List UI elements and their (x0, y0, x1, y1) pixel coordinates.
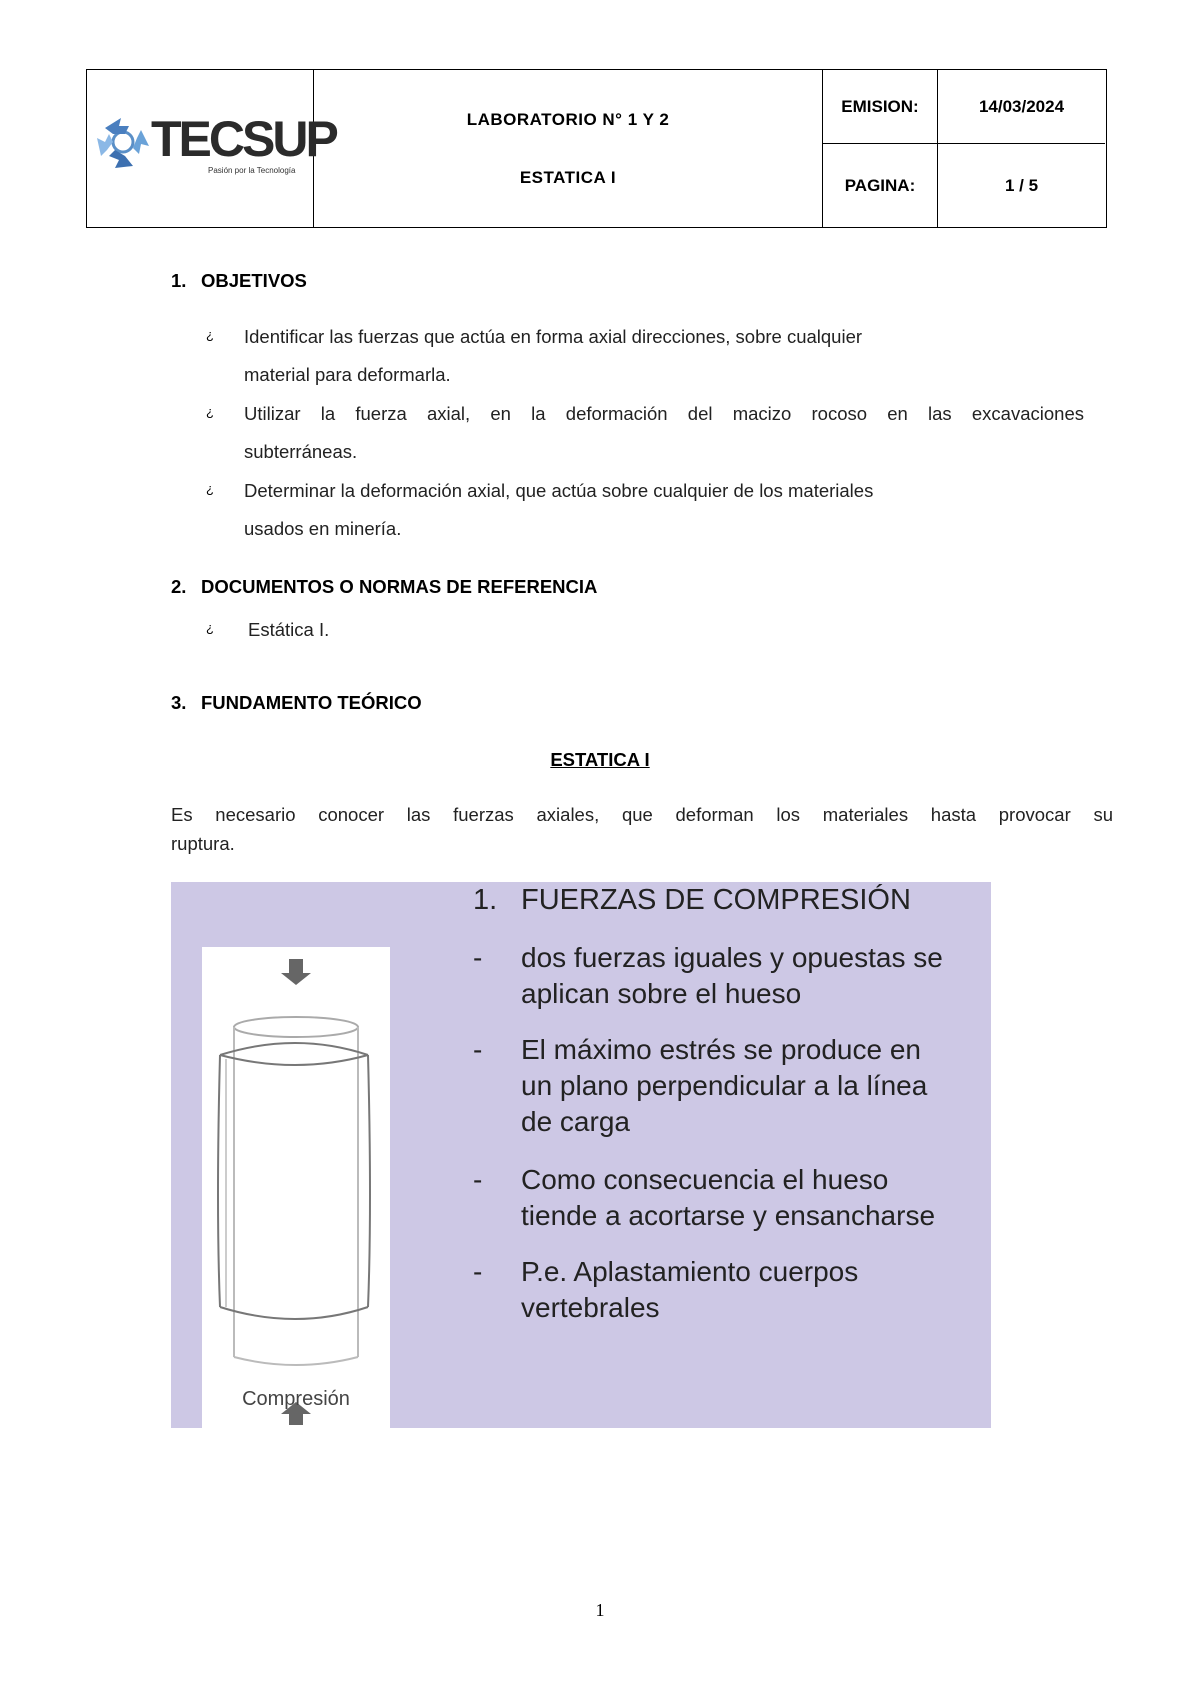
objetivo-line: material para deformarla. (244, 364, 451, 385)
emision-value: 14/03/2024 (978, 96, 1065, 116)
objetivo-item (244, 318, 1084, 394)
objetivo-line: Identificar las fuerzas que actúa en forma axial direcciones, sobre cualquier (244, 326, 863, 347)
bullet-icon: ¿ (206, 404, 214, 419)
slide-bullet-dash: - (473, 1256, 483, 1287)
arrow-down-icon (281, 959, 311, 985)
section-number: 1. (171, 270, 187, 291)
section-title: DOCUMENTOS O NORMAS DE REFERENCIA (201, 576, 598, 597)
slide-bullet-line: aplican sobre el hueso (521, 978, 802, 1009)
page-number: 1 (595, 1600, 605, 1620)
section-title: OBJETIVOS (201, 270, 307, 291)
bullet-icon: ¿ (206, 620, 214, 635)
section-fundamento-heading (171, 692, 422, 714)
slide-heading (473, 884, 911, 917)
pagina-label-cell (823, 144, 938, 227)
paragraph-line: ruptura. (171, 833, 235, 854)
slide-bullet-line: Como consecuencia el hueso (521, 1164, 889, 1195)
slide-bullet-line: un plano perpendicular a la línea (521, 1070, 928, 1101)
slide-number: 1. (473, 884, 498, 916)
objetivo-item (244, 472, 1084, 548)
bullet-icon: ¿ (206, 327, 214, 342)
document-header (86, 69, 1107, 228)
fundamento-paragraph (171, 800, 1113, 858)
section-title: FUNDAMENTO TEÓRICO (201, 692, 422, 713)
slide-bullet-line: P.e. Aplastamiento cuerpos (521, 1256, 859, 1287)
slide-bullet-line: El máximo estrés se produce en (521, 1034, 921, 1065)
title-cell (314, 70, 823, 227)
section-objetivos-heading (171, 270, 307, 292)
objetivo-line: usados en minería. (244, 518, 402, 539)
pagina-value: 1 / 5 (1004, 175, 1039, 195)
fundamento-subtitle (0, 749, 1200, 771)
emision-value-cell (938, 70, 1105, 144)
objetivo-line: Determinar la deformación axial, que actúa sobre cualquier de los materiales (244, 480, 874, 501)
objetivo-line: subterráneas. (244, 441, 358, 462)
referencia-item: Estática I. (248, 619, 330, 640)
course-title: ESTATICA I (519, 168, 617, 187)
slide-title: FUERZAS DE COMPRESIÓN (521, 884, 911, 916)
emision-label-cell (823, 70, 938, 144)
lab-title: LABORATORIO N° 1 Y 2 (466, 110, 670, 129)
slide-bullet-line: tiende a acortarse y ensancharse (521, 1200, 936, 1231)
slide-bullet-dash: - (473, 942, 483, 973)
compression-cylinder-figure (202, 947, 390, 1428)
section-number: 2. (171, 576, 187, 597)
slide-bullet-dash: - (473, 1034, 483, 1065)
logo-cell (87, 70, 336, 227)
slide-bullet-line: vertebrales (521, 1292, 660, 1323)
logo-tagline: Pasión por la Tecnología (208, 166, 296, 175)
logo-arrows-icon (95, 110, 151, 174)
bullet-icon: ¿ (206, 481, 214, 496)
fundamento-subtitle-text: ESTATICA I (550, 749, 650, 770)
objetivo-line: Utilizar la fuerza axial, en la deformación del macizo rocoso en las excavaciones (244, 403, 1084, 424)
paragraph-line: Es necesario conocer las fuerzas axiales, que deforman los materiales hasta provocar su (171, 804, 1113, 825)
section-number: 3. (171, 692, 187, 713)
slide-bullet-line: de carga (521, 1106, 630, 1137)
tecsup-logo (95, 110, 336, 190)
compression-slide-image (171, 882, 991, 1428)
emision-label: EMISION: (841, 96, 919, 116)
pagina-value-cell (938, 144, 1105, 227)
slide-bullet-dash: - (473, 1164, 483, 1195)
cylinder-figure-panel (202, 947, 390, 1428)
objetivo-item (244, 395, 1084, 471)
slide-bullet-line: dos fuerzas iguales y opuestas se (521, 942, 943, 973)
figure-label: Compresión (242, 1388, 350, 1410)
logo-brand-text: TECSUP (151, 111, 336, 167)
pagina-label: PAGINA: (844, 175, 916, 195)
section-referencias-heading (171, 576, 597, 598)
